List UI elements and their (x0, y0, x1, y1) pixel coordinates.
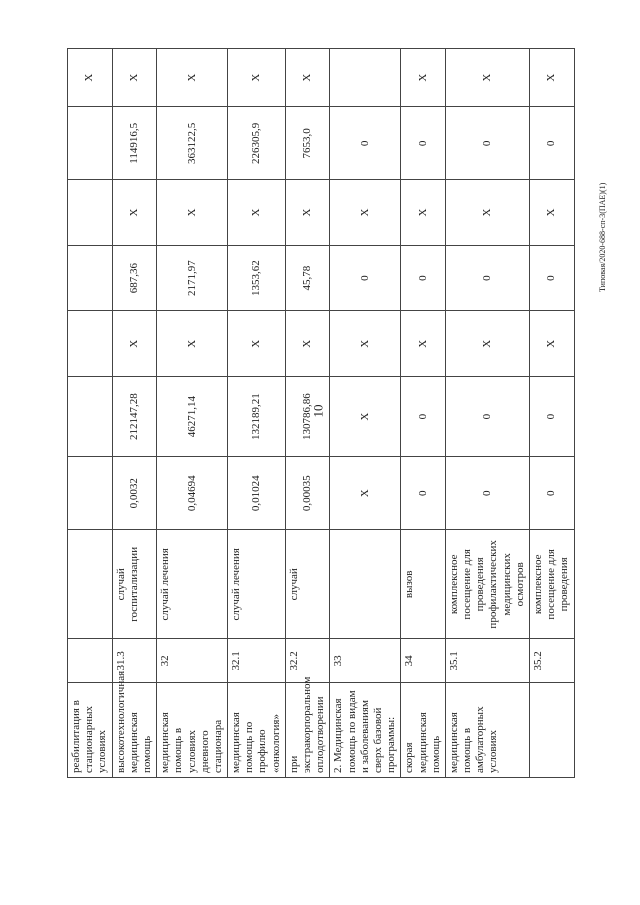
table-cell-c6: 226305,9 (228, 107, 286, 180)
table-cell-unit: случай лечения (228, 530, 286, 639)
table-cell-c3: X (530, 311, 575, 377)
table-cell-c2: 212147,28 (112, 377, 157, 457)
table-row (285, 49, 330, 778)
table-cell-c3: X (445, 311, 529, 377)
table-cell-c5: X (330, 180, 401, 246)
table-cell-c7: X (445, 49, 529, 107)
table-cell-name: скорая медицинская помощь (401, 683, 446, 778)
table-cell-unit: случай госпитализации (112, 530, 157, 639)
table-cell-unit: вызов (401, 530, 446, 639)
table-cell-c6: 0 (445, 107, 529, 180)
table-cell-c3: X (330, 311, 401, 377)
table-cell-c7 (330, 49, 401, 107)
rotated-table-container (67, 48, 571, 778)
table-cell-c4: 2171,97 (157, 245, 228, 311)
table-cell-c1: 0 (530, 457, 575, 530)
table-cell-num: 31.3 (112, 639, 157, 683)
table-cell-name: медицинская помощь по профилю «онкология» (228, 683, 286, 778)
table-cell-c2: 132189,21 (228, 377, 286, 457)
table-cell-c4: 1353,62 (228, 245, 286, 311)
table-cell-c2: 46271,14 (157, 377, 228, 457)
table-cell-name (530, 683, 575, 778)
table-cell-unit (330, 530, 401, 639)
table-cell-c1: 0 (401, 457, 446, 530)
table-cell-c7: X (285, 49, 330, 107)
table-cell-num: 34 (401, 639, 446, 683)
table-cell-c1 (68, 457, 113, 530)
table-cell-c6: 114916,5 (112, 107, 157, 180)
program-volume-table (67, 48, 575, 778)
table-cell-c4: 0 (401, 245, 446, 311)
table-cell-c2: 0 (401, 377, 446, 457)
table-cell-c1: X (330, 457, 401, 530)
table-row (157, 49, 228, 778)
footer-code: Типовая/2020-688-сп-3(ПАЕ)(1) (598, 182, 607, 292)
table-cell-c5: X (285, 180, 330, 246)
table-cell-c6: 363122,5 (157, 107, 228, 180)
table-cell-c7: X (228, 49, 286, 107)
table-cell-unit: комплексное посещение для проведения профилактических медицинских осмотров (445, 530, 529, 639)
table-cell-c3 (68, 311, 113, 377)
table-cell-c4: 0 (530, 245, 575, 311)
table-cell-c4: 687,36 (112, 245, 157, 311)
table-cell-name: при экстракорпоральном оплодотворении (285, 683, 330, 778)
table-cell-c3: X (112, 311, 157, 377)
table-cell-unit: случай (285, 530, 330, 639)
table-cell-c7: X (157, 49, 228, 107)
table-cell-num (68, 639, 113, 683)
table-cell-c1: 0 (445, 457, 529, 530)
table-cell-c3: X (401, 311, 446, 377)
table-cell-name: медицинская помощь в амбулаторных условиях (445, 683, 529, 778)
table-cell-c2 (68, 377, 113, 457)
table-row (228, 49, 286, 778)
table-cell-unit: случай лечения (157, 530, 228, 639)
table-cell-c1: 0,04694 (157, 457, 228, 530)
table-cell-num: 35.1 (445, 639, 529, 683)
table-cell-num: 32.1 (228, 639, 286, 683)
table-cell-c7: X (530, 49, 575, 107)
table-cell-c7: X (68, 49, 113, 107)
table-row (445, 49, 529, 778)
table-cell-c2: X (330, 377, 401, 457)
table-row (112, 49, 157, 778)
table-cell-c5 (68, 180, 113, 246)
table-cell-c6: 7653,0 (285, 107, 330, 180)
table-row (330, 49, 401, 778)
table-cell-c3: X (285, 311, 330, 377)
table-cell-c7: X (112, 49, 157, 107)
table-body (68, 49, 575, 778)
table-cell-c6: 0 (401, 107, 446, 180)
table-cell-c2: 130786,86 (285, 377, 330, 457)
table-cell-c7: X (401, 49, 446, 107)
table-cell-c5: X (401, 180, 446, 246)
table-cell-c3: X (157, 311, 228, 377)
table-cell-c5: X (445, 180, 529, 246)
table-cell-c5: X (112, 180, 157, 246)
table-cell-num: 32 (157, 639, 228, 683)
table-cell-name: 2. Медицинская помощь по видам и заболеваниям сверх базовой программы: (330, 683, 401, 778)
table-cell-c1: 0,01024 (228, 457, 286, 530)
table-cell-name: реабилитация в стационарных условиях (68, 683, 113, 778)
table-cell-c4: 45,78 (285, 245, 330, 311)
page-number: 10 (310, 404, 326, 418)
table-cell-num: 33 (330, 639, 401, 683)
table-cell-c2: 0 (530, 377, 575, 457)
table-cell-c1: 0,00035 (285, 457, 330, 530)
table-cell-c4: 0 (445, 245, 529, 311)
table-wrapper (67, 48, 571, 778)
table-cell-num: 32.2 (285, 639, 330, 683)
table-cell-c5: X (157, 180, 228, 246)
table-cell-name: медицинская помощь в условиях дневного стационара (157, 683, 228, 778)
table-cell-unit (68, 530, 113, 639)
table-cell-c6: 0 (530, 107, 575, 180)
table-cell-c4: 0 (330, 245, 401, 311)
table-cell-c6 (68, 107, 113, 180)
table-row (401, 49, 446, 778)
table-cell-name: высокотехнологичная медицинская помощь (112, 683, 157, 778)
table-cell-num: 35.2 (530, 639, 575, 683)
table-cell-c4 (68, 245, 113, 311)
table-cell-c3: X (228, 311, 286, 377)
table-cell-c5: X (530, 180, 575, 246)
table-row (68, 49, 113, 778)
table-cell-unit: комплексное посещение для проведения (530, 530, 575, 639)
table-cell-c6: 0 (330, 107, 401, 180)
table-row (530, 49, 575, 778)
table-cell-c1: 0,0032 (112, 457, 157, 530)
table-cell-c2: 0 (445, 377, 529, 457)
table-cell-c5: X (228, 180, 286, 246)
